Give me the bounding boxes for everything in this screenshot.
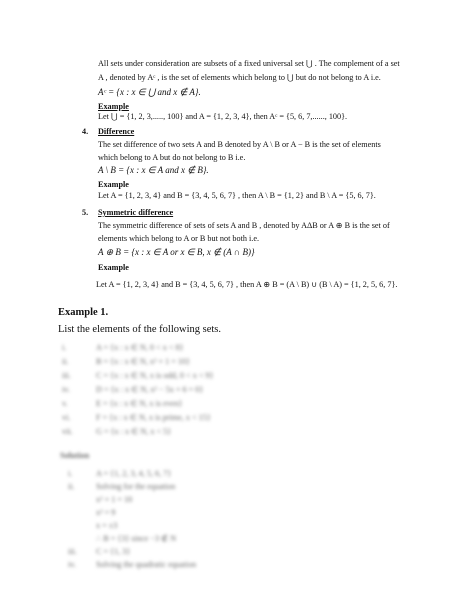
example-label: Example	[98, 180, 129, 189]
difference-text-line1: The set difference of two sets A and B denoted by A \ B or A − B is the set of elements	[98, 140, 381, 149]
complement-text-line1: All sets under consideration are subsets of a fixed universal set ⋃ . The complement of a set	[98, 59, 400, 68]
section-number: 5.	[82, 208, 89, 217]
symmetric-example: Let A = {1, 2, 3, 4} and B = {3, 4, 5, 6, 7} , then A ⊕ B = (A \ B) ∪ (B \ A) = {1, 2, 5, 6, 7}.	[96, 280, 398, 289]
section-title: Symmetric difference	[98, 208, 174, 217]
item-text: C = {1, 3}	[96, 547, 131, 556]
symmetric-formula: A ⊕ B = {x : x ∈ A or x ∈ B, x ∉ (A ∩ B)}	[98, 247, 255, 257]
item-number: iii.	[68, 547, 77, 556]
item-number: i.	[62, 343, 67, 352]
item-text: G = {x : x ∈ N, x < 5}	[96, 427, 172, 436]
item-number: i.	[68, 469, 73, 478]
complement-text-line2: A , denoted by Aᶜ , is the set of elements which belong to ⋃ but do not belong to A i.e.	[98, 73, 381, 82]
item-text: A = {x : x ∈ N, 0 < x < 8}	[96, 343, 184, 352]
item-number: ii.	[62, 357, 69, 366]
complement-example: Let ⋃ = {1, 2, 3,....., 100} and A = {1, 2, 3, 4}, then Aᶜ = {5, 6, 7,......, 100}.	[98, 112, 348, 121]
item-text: D = {x : x ∈ N, x² − 5x + 6 = 0}	[96, 385, 204, 394]
item-text: x² = 9	[96, 508, 116, 517]
item-text: x² + 1 = 10	[96, 495, 133, 504]
item-number: v.	[62, 399, 68, 408]
item-text: Solving for the equation	[96, 482, 176, 491]
section-title: Difference	[98, 127, 135, 136]
item-text: C = {x : x ∈ N, x is odd, 0 < x < 9}	[96, 371, 214, 380]
item-number: iv.	[68, 560, 76, 569]
item-number: ii.	[68, 482, 75, 491]
symmetric-text-line2: elements which belong to A or B but not both i.e.	[98, 234, 260, 243]
item-number: iii.	[62, 371, 71, 380]
symmetric-text-line1: The symmetric difference of sets of sets A and B , denoted by AΔB or A ⊕ B is the set of	[98, 221, 390, 230]
item-number: iv.	[62, 385, 70, 394]
item-text: F = {x : x ∈ N, x is prime, x < 15}	[96, 413, 211, 422]
solution-label: Solution	[60, 451, 90, 460]
example-instruction: List the elements of the following sets.	[58, 324, 222, 335]
item-text: x = ±3	[96, 521, 118, 530]
example-heading: Example 1.	[58, 307, 109, 318]
item-number: vi.	[62, 413, 71, 422]
difference-text-line2: which belong to A but do not belong to B i.e.	[98, 153, 246, 162]
item-number: vii.	[62, 427, 73, 436]
complement-formula: Aᶜ = {x : x ∈ ⋃ and x ∉ A}.	[98, 87, 201, 97]
example-label: Example	[98, 263, 129, 272]
section-number: 4.	[82, 127, 89, 136]
example-label: Example	[98, 102, 129, 111]
item-text: E = {x : x ∈ N, x is even}	[96, 399, 183, 408]
item-text: Solving the quadratic equation	[96, 560, 197, 569]
item-text: ∴ B = {3} since −3 ∉ N	[96, 534, 177, 543]
difference-example: Let A = {1, 2, 3, 4} and B = {3, 4, 5, 6, 7} , then A \ B = {1, 2} and B \ A = {5, 6, 7}.	[98, 191, 376, 200]
item-text: B = {x : x ∈ N, x² + 1 = 10}	[96, 357, 191, 366]
item-text: A = {1, 2, 3, 4, 5, 6, 7}	[96, 469, 172, 478]
difference-formula: A \ B = {x : x ∈ A and x ∉ B}.	[98, 165, 209, 175]
